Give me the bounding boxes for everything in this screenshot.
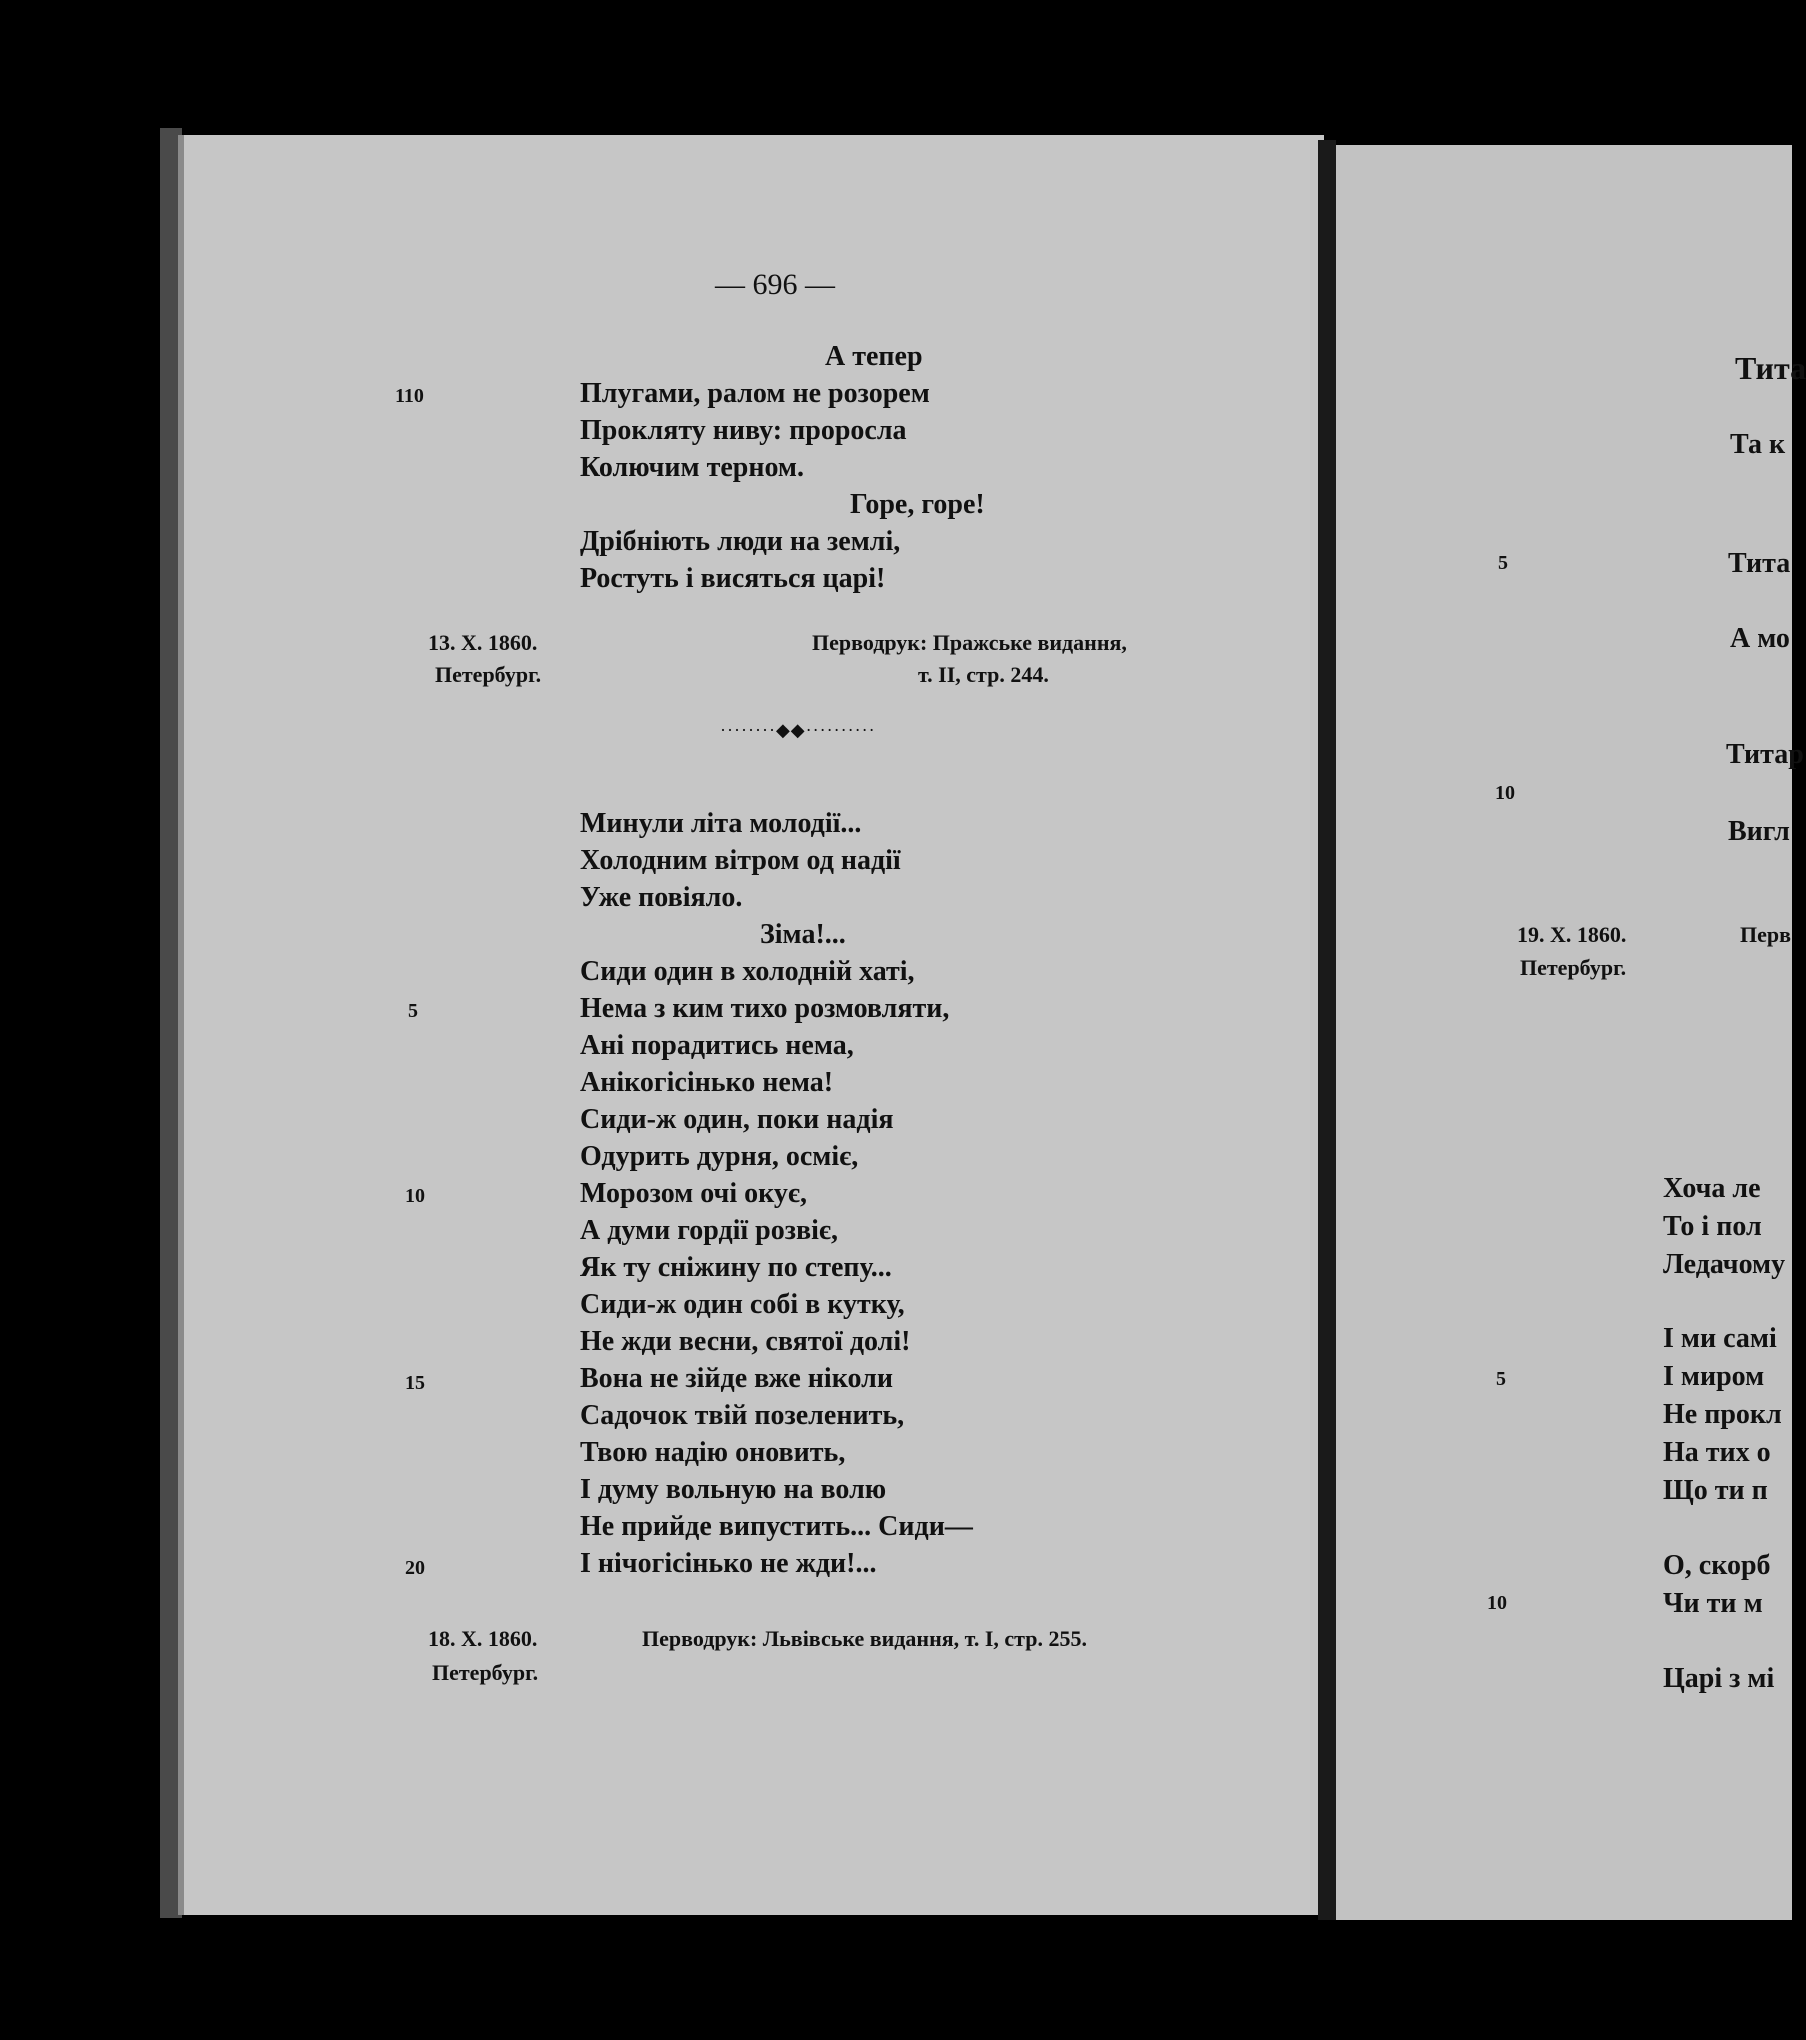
poem2-line: Сиди один в холодній хаті, (580, 956, 915, 987)
poem2-line: Морозом очі окує, (580, 1178, 807, 1209)
right-fragment: Ледачому (1663, 1249, 1786, 1280)
right-fragment: А мо (1730, 623, 1790, 654)
poem2-source: Перводрук: Львівське видання, т. I, стр. 255. (642, 1626, 1087, 1651)
right-fragment: Вигл (1728, 816, 1790, 847)
poem2-line: Вона не зійде вже ніколи (580, 1363, 893, 1394)
right-fragment: То і пол (1663, 1211, 1762, 1242)
line-number: 10 (1495, 782, 1515, 804)
line-number: 5 (1498, 552, 1508, 574)
right-fragment: Що ти п (1663, 1475, 1768, 1506)
poem2-line: І нічогісінько не жди!... (580, 1548, 877, 1579)
poem1-line: А тепер (825, 341, 923, 372)
right-fragment: Тита (1735, 350, 1806, 386)
right-fragment: Царі з мі (1663, 1663, 1775, 1694)
line-number: 5 (1496, 1368, 1506, 1390)
right-fragment: Та к (1730, 429, 1786, 460)
line-number: 5 (408, 1000, 418, 1022)
right-fragment: І миром (1663, 1361, 1765, 1392)
poem2-line: Ані порадитись нема, (580, 1030, 854, 1061)
poem2-line: Зіма!... (760, 919, 846, 950)
right-fragment: Титар (1726, 739, 1804, 770)
right-fragment: Хоча ле (1663, 1173, 1761, 1204)
right-fragment: На тих о (1663, 1437, 1771, 1468)
poem1-source-page: т. II, стр. 244. (918, 662, 1049, 687)
poem1-line: Горе, горе! (850, 489, 985, 520)
poem1-date: 13. X. 1860. (428, 630, 538, 655)
poem2-line: Не прийде випустить... Сиди— (580, 1511, 973, 1542)
right-fragment: О, скорб (1663, 1550, 1771, 1581)
poem1-line: Ростуть і висяться царі! (580, 563, 886, 594)
poem2-line: Сиди-ж один собі в кутку, (580, 1289, 905, 1320)
poem2-line: А думи гордії розвіє, (580, 1215, 838, 1246)
poem2-line: Минули літа молодії... (580, 808, 862, 839)
poem2-line: Нема з ким тихо розмовляти, (580, 993, 950, 1024)
right-fragment: Перв (1740, 922, 1791, 947)
right-fragment: Чи ти м (1663, 1588, 1763, 1619)
right-fragment: І ми самі (1663, 1323, 1777, 1354)
right-fragment: Тита (1728, 548, 1791, 579)
right-fragment: Не прокл (1663, 1399, 1782, 1430)
poem2-date: 18. X. 1860. (428, 1626, 538, 1651)
right-date: 19. X. 1860. (1517, 922, 1627, 947)
poem1-line: Плугами, ралом не розорем (580, 378, 930, 409)
poem2-line: Твою надію оновить, (580, 1437, 846, 1468)
right-place: Петербург. (1520, 955, 1627, 980)
line-number: 10 (1487, 1592, 1507, 1614)
book-gutter (1318, 140, 1336, 1920)
poem1-line: Прокляту ниву: проросла (580, 415, 907, 446)
right-page (1336, 145, 1792, 1920)
poem2-line: Не жди весни, святої долі! (580, 1326, 911, 1357)
line-number: 110 (395, 385, 424, 407)
line-number: 10 (405, 1185, 425, 1207)
line-number: 15 (405, 1372, 425, 1394)
poem2-line: Уже повіяло. (580, 882, 743, 913)
section-ornament: ········◆◆·········· (720, 720, 876, 740)
poem1-place: Петербург. (435, 662, 542, 687)
poem2-place: Петербург. (432, 1660, 539, 1685)
poem2-line: Сиди-ж один, поки надія (580, 1104, 894, 1135)
poem2-line: Одурить дурня, осміє, (580, 1141, 859, 1172)
poem2-line: І думу вольную на волю (580, 1474, 887, 1505)
poem2-line: Як ту сніжину по степу... (580, 1252, 892, 1283)
poem1-source: Перводрук: Пражське видання, (812, 630, 1127, 655)
page-number: — 696 — (715, 268, 835, 301)
poem2-line: Анікогісінько нема! (580, 1067, 834, 1098)
poem1-line: Колючим терном. (580, 452, 804, 483)
poem1-line: Дрібніють люди на землі, (580, 526, 901, 557)
line-number: 20 (405, 1557, 425, 1579)
poem2-line: Садочок твій позеленить, (580, 1400, 905, 1431)
poem2-line: Холодним вітром од надії (580, 845, 901, 876)
